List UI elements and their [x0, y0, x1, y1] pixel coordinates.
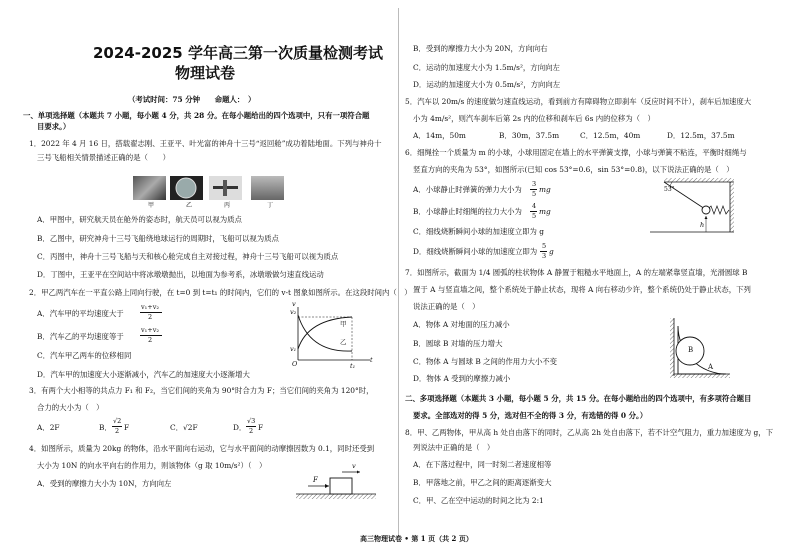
q7-option-a: A．物体 A 对地面的压力减小	[413, 320, 510, 329]
page-footer: 高三物理试卷 • 第 1 页（共 2 页）	[360, 534, 473, 543]
q7-option-d: D．物体 A 受到的摩擦力减小	[413, 374, 511, 383]
q2-option-a: A．汽车甲的平均速度大于	[37, 309, 124, 318]
q3-d-frac-den: 2	[249, 427, 254, 435]
q8-option-c: C．甲、乙在空中运动的时间之比为 2:1	[413, 496, 544, 505]
q2-stem: 2．甲乙两汽车在一平直公路上同向行驶，在 t=0 到 t=t₁ 的时间内，它们的 v-t 图象如图所示。在这段时间内（ ）	[29, 288, 412, 297]
q6-stem-cont: 竖直方向的夹角为 53°，如图所示(已知 cos 53°=0.6，sin 53°=0.8)，以下说法正确的是（ ）	[413, 165, 734, 174]
q4-option-b: B．受到的摩擦力大小为 20N，方向向右	[413, 44, 548, 53]
column-divider	[398, 8, 399, 536]
q2-vt-graph	[290, 305, 375, 370]
q3-b-frac-den: 2	[115, 427, 120, 435]
exam-info: （考试时间：75 分钟 命题人： ）	[128, 95, 256, 104]
q1-caption-ding: 丁	[267, 202, 274, 209]
q6-height-label: h	[700, 221, 705, 229]
q1-photo-bing	[209, 176, 242, 200]
q5-option-a: A．14m，50m	[413, 131, 466, 140]
q4-block-figure	[296, 468, 376, 502]
q2-a-frac-den: 2	[148, 313, 153, 321]
q3-d-frac-num: √3	[247, 417, 256, 425]
q8-stem: 8．甲、乙两物体，甲从高 h 处自由落下的同时，乙从高 2h 处自由落下，若不计空气阻力，重力加速度为 g，下	[405, 428, 773, 437]
q5-option-d: D．12.5m，37.5m	[667, 131, 735, 140]
q2-graph-t1: t₁	[350, 362, 356, 370]
q7-fig-arc-label: A	[708, 363, 714, 371]
q4-stem-cont: 大小为 10N 的向水平向右的作用力，则该物体（g 取 10m/s²）（ ）	[37, 461, 267, 470]
q7-arc-figure	[670, 318, 730, 380]
section2-heading-cont: 要求。全部选对的得 5 分，选对但不全的得 3 分，有选错的得 0 分。）	[413, 411, 648, 420]
q2-option-d: D．汽车甲的加速度大小逐渐减小，汽车乙的加速度大小逐渐增大	[37, 370, 250, 379]
q7-stem-cont: 置于 A 与竖直墙之间，整个系统处于静止状态，现将 A 向右移动少许，整个系统仍处于静止状态，下列	[413, 285, 751, 294]
earth-icon	[170, 176, 203, 200]
q1-option-c: C．丙图中，神舟十三号飞船与天和核心舱完成自主对接过程，神舟十三号飞船可以视为质点	[37, 252, 339, 261]
q6-d-frac-num: 5	[542, 242, 547, 250]
q8-option-b: B．甲落地之前，甲乙之间的距离逐渐变大	[413, 478, 552, 487]
q6-d-g: g	[549, 247, 554, 256]
q6-option-b: B．小球静止时细绳的拉力大小为	[413, 207, 522, 216]
q6-a-mg: mg	[539, 185, 551, 194]
q1-photo-jia	[133, 176, 166, 200]
q1-stem: 1．2022 年 4 月 16 日，搭载翟志刚、王亚平、叶光富的神舟十三号“返回舱”成功着陆地面。下列与神舟十	[29, 139, 382, 148]
q2-option-c: C．汽车甲乙两车的位移相同	[37, 351, 132, 360]
q5-stem: 5．汽车以 20m/s 的速度做匀速直线运动，看到前方有障碍物立即刹车（反应时间不计），刹车后加速度大	[405, 97, 752, 106]
q2-graph-jia: 甲	[340, 320, 347, 328]
q4-option-c: C．运动的加速度大小为 1.5m/s²，方向向左	[413, 63, 560, 72]
q6-b-mg: mg	[539, 207, 551, 216]
q2-graph-origin: O	[292, 360, 298, 368]
q1-photo-ding	[251, 176, 284, 200]
q4-option-d: D．运动的加速度大小为 0.5m/s²，方向向左	[413, 80, 561, 89]
q6-stem: 6．细绳拴一个质量为 m 的小球，小球用固定在墙上的水平弹簧支撑，小球与弹簧不粘连，平衡时细绳与	[405, 148, 747, 157]
q8-stem-cont: 列说法中正确的是（ ）	[413, 443, 495, 452]
q4-fig-velocity-label: v	[352, 462, 356, 470]
q5-option-b: B．30m，37.5m	[499, 131, 560, 140]
q1-option-d: D．丁图中，王亚平在空间站中将冰墩墩抛出，以地面为参考系，冰墩墩做匀速直线运动	[37, 270, 324, 279]
q2-option-b: B．汽车乙的平均速度等于	[37, 332, 124, 341]
q1-caption-bing: 丙	[224, 202, 231, 209]
section1-heading: 一、单项选择题（本题共 7 小题，每小题 4 分，共 28 分。在每小题给出的四个选项中，只有一项符合题	[23, 111, 370, 120]
q6-option-d: D．细线烧断瞬间小球的加速度立即为	[413, 247, 538, 256]
q2-graph-v2: v₂	[290, 308, 297, 316]
q3-option-c: C．√2F	[170, 423, 198, 432]
q7-stem-cont2: 说法正确的是（ ）	[413, 302, 480, 311]
q1-option-a: A．甲图中，研究航天员在舱外的姿态时，航天员可以视为质点	[37, 215, 242, 224]
q6-a-frac-den: 5	[532, 190, 537, 198]
q6-b-frac-den: 5	[532, 212, 537, 220]
q5-stem-cont: 小为 4m/s²，则汽车刹车后第 2s 内的位移和刹车后 6s 内的位移为（ ）	[413, 114, 655, 123]
q4-fig-force-label: F	[313, 476, 318, 484]
space-station-icon	[209, 176, 242, 200]
q6-b-frac-num: 4	[532, 202, 537, 210]
q2-b-frac-den: 2	[148, 336, 153, 344]
q3-option-b: B．	[99, 423, 112, 432]
q2-a-frac-num: v₁+v₂	[141, 303, 160, 311]
q3-option-d: D．	[233, 423, 247, 432]
section2-heading: 二、多项选择题（本题共 3 小题，每小题 5 分，共 15 分。在每小题给出的四个选项中，有多项符合题目	[405, 394, 752, 403]
q6-option-c: C．细线烧断瞬间小球的加速度立即为 g	[413, 227, 544, 236]
q6-option-a: A．小球静止时弹簧的弹力大小为	[413, 185, 522, 194]
q1-caption-jia: 甲	[148, 202, 155, 209]
q8-option-a: A．在下落过程中，同一时刻二者速度相等	[413, 460, 552, 469]
q4-stem: 4．如图所示，质量为 20kg 的物体，沿水平面向右运动，它与水平面间的动摩擦因数为 0.1，同时还受到	[29, 444, 375, 453]
q3-stem: 3．有两个大小相等的共点力 F₁ 和 F₂，当它们间的夹角为 90°时合力为 F；当它们间的夹角为 120°时，	[29, 386, 374, 395]
q7-option-c: C．物体 A 与圆球 B 之间的作用力大小不变	[413, 357, 558, 366]
q3-b-symbol: F	[124, 423, 130, 432]
q6-a-frac-num: 3	[532, 180, 537, 188]
q4-option-a: A．受到的摩擦力大小为 10N，方向向左	[37, 479, 172, 488]
q3-option-a: A．2F	[37, 423, 60, 432]
q2-graph-t: t	[370, 356, 373, 364]
q3-d-symbol: F	[258, 423, 264, 432]
q1-stem-cont: 三号飞船相关情景描述正确的是（ ）	[37, 153, 171, 162]
q7-fig-ball-label: B	[688, 346, 694, 354]
q1-option-b: B．乙图中，研究神舟十三号飞船绕地球运行的周期时，飞船可以视为质点	[37, 234, 279, 243]
q5-option-c: C．12.5m，40m	[580, 131, 641, 140]
q2-graph-v: v	[292, 300, 296, 308]
q3-stem-cont: 合力的大小为（ ）	[37, 403, 104, 412]
q1-photo-yi	[170, 176, 203, 200]
exam-title: 2024-2025 学年高三第一次质量检测考试	[93, 44, 383, 62]
q1-caption-yi: 乙	[186, 202, 193, 209]
q7-stem: 7．如图所示，截面为 1/4 圆弧的柱状物体 A 静置于粗糙水平地面上，A 的左端紧靠竖直墙，光滑圆球 B	[405, 268, 748, 277]
q2-graph-yi: 乙	[340, 338, 347, 346]
section1-heading-cont: 目要求。）	[37, 122, 71, 131]
q7-option-b: B．圆球 B 对墙的压力增大	[413, 339, 503, 348]
exam-subtitle: 物理试卷	[175, 64, 236, 82]
q3-b-frac-num: √2	[113, 417, 122, 425]
q6-angle-label: 53°	[664, 186, 675, 193]
q2-graph-v1: v₁	[290, 345, 297, 353]
q2-b-frac-num: v₁+v₂	[141, 326, 160, 334]
q6-d-frac-den: 3	[542, 252, 547, 260]
